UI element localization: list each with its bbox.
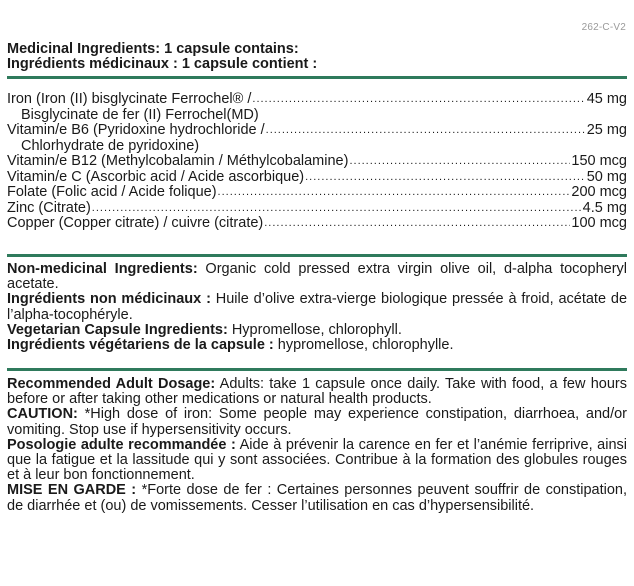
ingredient-name: Folate (Folic acid / Acide folique) — [7, 184, 217, 200]
ingredient-amount: 45 mg — [586, 91, 627, 107]
dosage-fr-label: Posologie adulte recommandée : — [7, 436, 236, 453]
ingredient-row — [7, 170, 627, 186]
caution-en-text: *High dose of iron: Some people may experience constipation, diarrhoea, and/or vomiting. Stop use if hypersensitivity occurs. — [7, 406, 627, 438]
ingredient-amount: 50 mg — [586, 168, 627, 185]
veg-capsule-fr-label: Ingrédients végétariens de la capsule : — [7, 337, 274, 354]
dosage-en-label: Recommended Adult Dosage: — [7, 376, 216, 392]
dot-leader — [305, 170, 586, 185]
dot-leader — [92, 201, 582, 216]
ingredient-row — [7, 216, 627, 232]
medicinal-heading-en: Medicinal Ingredients: 1 capsule contains: — [7, 41, 299, 57]
dot-leader — [266, 124, 586, 139]
veg-capsule-fr-text: hypromellose, chlorophylle. — [273, 337, 454, 354]
ingredient-list — [7, 92, 627, 232]
ingredient-name: Zinc (Citrate) — [7, 199, 91, 216]
dosage-section — [7, 377, 627, 514]
ingredient-amount: 100 mcg — [571, 215, 627, 231]
veg-capsule-fr — [7, 338, 627, 353]
dosage-en-text: Adults: take 1 capsule once daily. Take with food, a few hours before or after taking other medications or natural health products. — [7, 376, 627, 408]
ingredient-name: Iron (Iron (II) bisglycinate Ferrochel® / — [7, 91, 252, 107]
ingredient-name: Vitamin/e B12 (Methylcobalamin / Méthylcobalamine) — [7, 153, 349, 169]
dosage-fr — [7, 438, 627, 484]
medicinal-heading-fr: Ingrédients médicinaux : 1 capsule contient : — [7, 56, 318, 72]
ingredient-row — [7, 185, 627, 201]
divider-rule — [7, 368, 627, 371]
veg-capsule-en — [7, 323, 627, 338]
caution-en — [7, 407, 627, 437]
non-medicinal-en-label: Non-medicinal Ingredients: — [7, 261, 198, 277]
caution-fr — [7, 483, 627, 513]
dosage-en — [7, 377, 627, 407]
ingredient-row — [7, 92, 627, 108]
divider-rule — [7, 254, 627, 257]
dot-leader — [252, 93, 585, 108]
ingredient-row — [7, 123, 627, 139]
dot-leader — [218, 186, 571, 201]
ingredient-amount: 150 mcg — [571, 153, 627, 169]
dot-leader — [349, 155, 570, 170]
caution-en-label: CAUTION: — [7, 406, 78, 423]
ingredient-amount: 25 mg — [586, 122, 627, 138]
non-medicinal-fr — [7, 292, 627, 322]
veg-capsule-en-text: Hypromellose, chlorophyll. — [227, 321, 402, 338]
non-medicinal-fr-text: Huile d’olive extra-vierge biologique pressée à froid, acétate de l’alpha-tocophéryle. — [7, 291, 628, 323]
caution-fr-text: *Forte dose de fer : Certaines personnes peuvent souffrir de constipation, de diarrhée et (ou) de vomissements. Cesser l’utilisation en cas d’hypersensibilité. — [7, 482, 627, 514]
ingredient-name: Vitamin/e B6 (Pyridoxine hydrochloride / — [7, 122, 265, 138]
ingredient-name: Copper (Copper citrate) / cuivre (citrate) — [7, 215, 264, 231]
ingredient-amount: 4.5 mg — [582, 199, 627, 216]
ingredient-row — [7, 201, 627, 217]
caution-fr-label: MISE EN GARDE : — [7, 482, 137, 499]
ingredient-row — [7, 154, 627, 170]
dosage-fr-text: Aide à prévenir la carence en fer et l’anémie ferriprive, ainsi que la fatigue et la lassitude qui y sont associées. Contribue à la formation des globules rouges et à leur bon fonctionnement. — [7, 436, 627, 484]
ingredient-subname: Chlorhydrate de pyridoxine) — [21, 137, 200, 154]
ingredient-subname: Bisglycinate de fer (II) Ferrochel(MD) — [21, 106, 259, 123]
medicinal-heading — [7, 42, 627, 72]
divider-rule — [7, 76, 627, 79]
non-medicinal-en — [7, 262, 627, 292]
non-medicinal-section — [7, 262, 627, 353]
ingredient-name: Vitamin/e C (Ascorbic acid / Acide ascorbique) — [7, 168, 305, 185]
veg-capsule-en-label: Vegetarian Capsule Ingredients: — [7, 321, 228, 338]
product-code: 262-C-V2 — [581, 22, 626, 33]
ingredient-amount: 200 mcg — [571, 184, 627, 200]
dot-leader — [264, 217, 570, 232]
non-medicinal-en-text: Organic cold pressed extra virgin olive oil, d-alpha tocopheryl acetate. — [7, 261, 627, 293]
non-medicinal-fr-label: Ingrédients non médicinaux : — [7, 291, 211, 308]
